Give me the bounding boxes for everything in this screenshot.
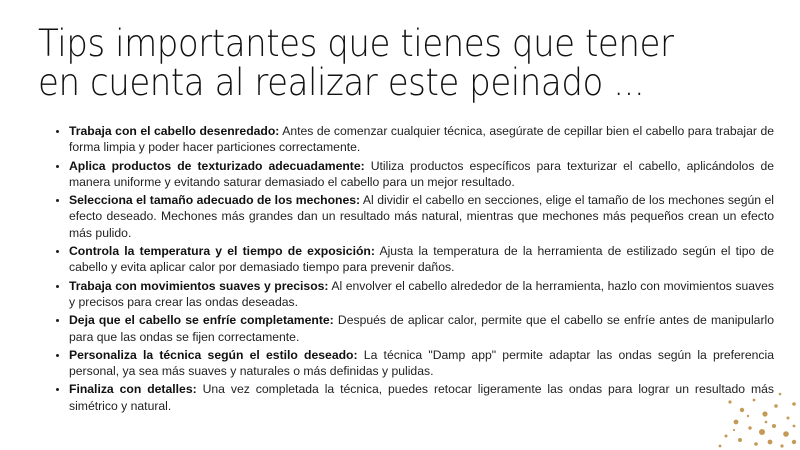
tip-heading: Trabaja con el cabello desenredado: — [69, 124, 280, 138]
tip-heading: Deja que el cabello se enfríe completamente: — [69, 313, 334, 328]
tip-text: La técnica "Damp app" permite adaptar las ondas según la preferencia personal, ya sea más suaves y naturales o más definidas y pulidas. — [69, 347, 774, 379]
gold-confetti-dots-icon — [670, 370, 800, 450]
tip-text: Al envolver el cabello alrededor de la herramienta, hazlo con movimientos suaves y precisos para crear las ondas deseadas. — [69, 278, 774, 309]
page-title: Tips importantes que tienes que tener en cuenta al realizar este peinado ... — [38, 22, 674, 104]
tip-text: Antes de comenzar cualquier técnica, asegúrate de cepillar bien el cabello para trabajar de forma limpia y poder hacer particiones correctamente. — [69, 124, 775, 155]
tips-list — [50, 123, 774, 416]
list-item — [69, 278, 774, 311]
list-item — [69, 192, 774, 241]
list-item — [69, 381, 774, 414]
tip-text: Ajusta la temperatura de la herramienta de estilizado según el tipo de cabello y evita aplicar calor por demasiado tiempo para prevenir daños. — [69, 244, 774, 275]
list-item — [69, 312, 774, 345]
tip-heading: Controla la temperatura y el tiempo de exposición: — [69, 244, 375, 259]
list-item — [69, 347, 774, 380]
list-item — [69, 243, 774, 276]
tip-heading: Selecciona el tamaño adecuado de los mechones: — [69, 193, 361, 208]
tip-text: Después de aplicar calor, permite que el cabello se enfríe antes de manipularlo para que las ondas se fijen correctamente. — [69, 313, 774, 344]
list-item — [69, 158, 774, 191]
tip-heading: Finaliza con detalles: — [69, 382, 197, 397]
tip-text: Utiliza productos específicos para texturizar el cabello, aplicándolos de manera uniforme y evitando saturar demasiado el cabello para un mejor resultado. — [69, 158, 774, 189]
tip-heading: Aplica productos de texturizado adecuadamente: — [69, 158, 365, 173]
tip-text: Una vez completada la técnica, puedes retocar ligeramente las ondas para lograr un resultado más simétrico y natural. — [69, 382, 774, 413]
tip-heading: Personaliza la técnica según el estilo deseado: — [69, 347, 358, 362]
tip-heading: Trabaja con movimientos suaves y precisos: — [69, 278, 329, 293]
tip-text: Al dividir el cabello en secciones, elige el tamaño de los mechones según el efecto deseado. Mechones más grandes dan un resultado más natural, mientras que mechones más pequeños crean un efecto más pulido. — [69, 193, 774, 240]
list-item — [69, 123, 774, 156]
